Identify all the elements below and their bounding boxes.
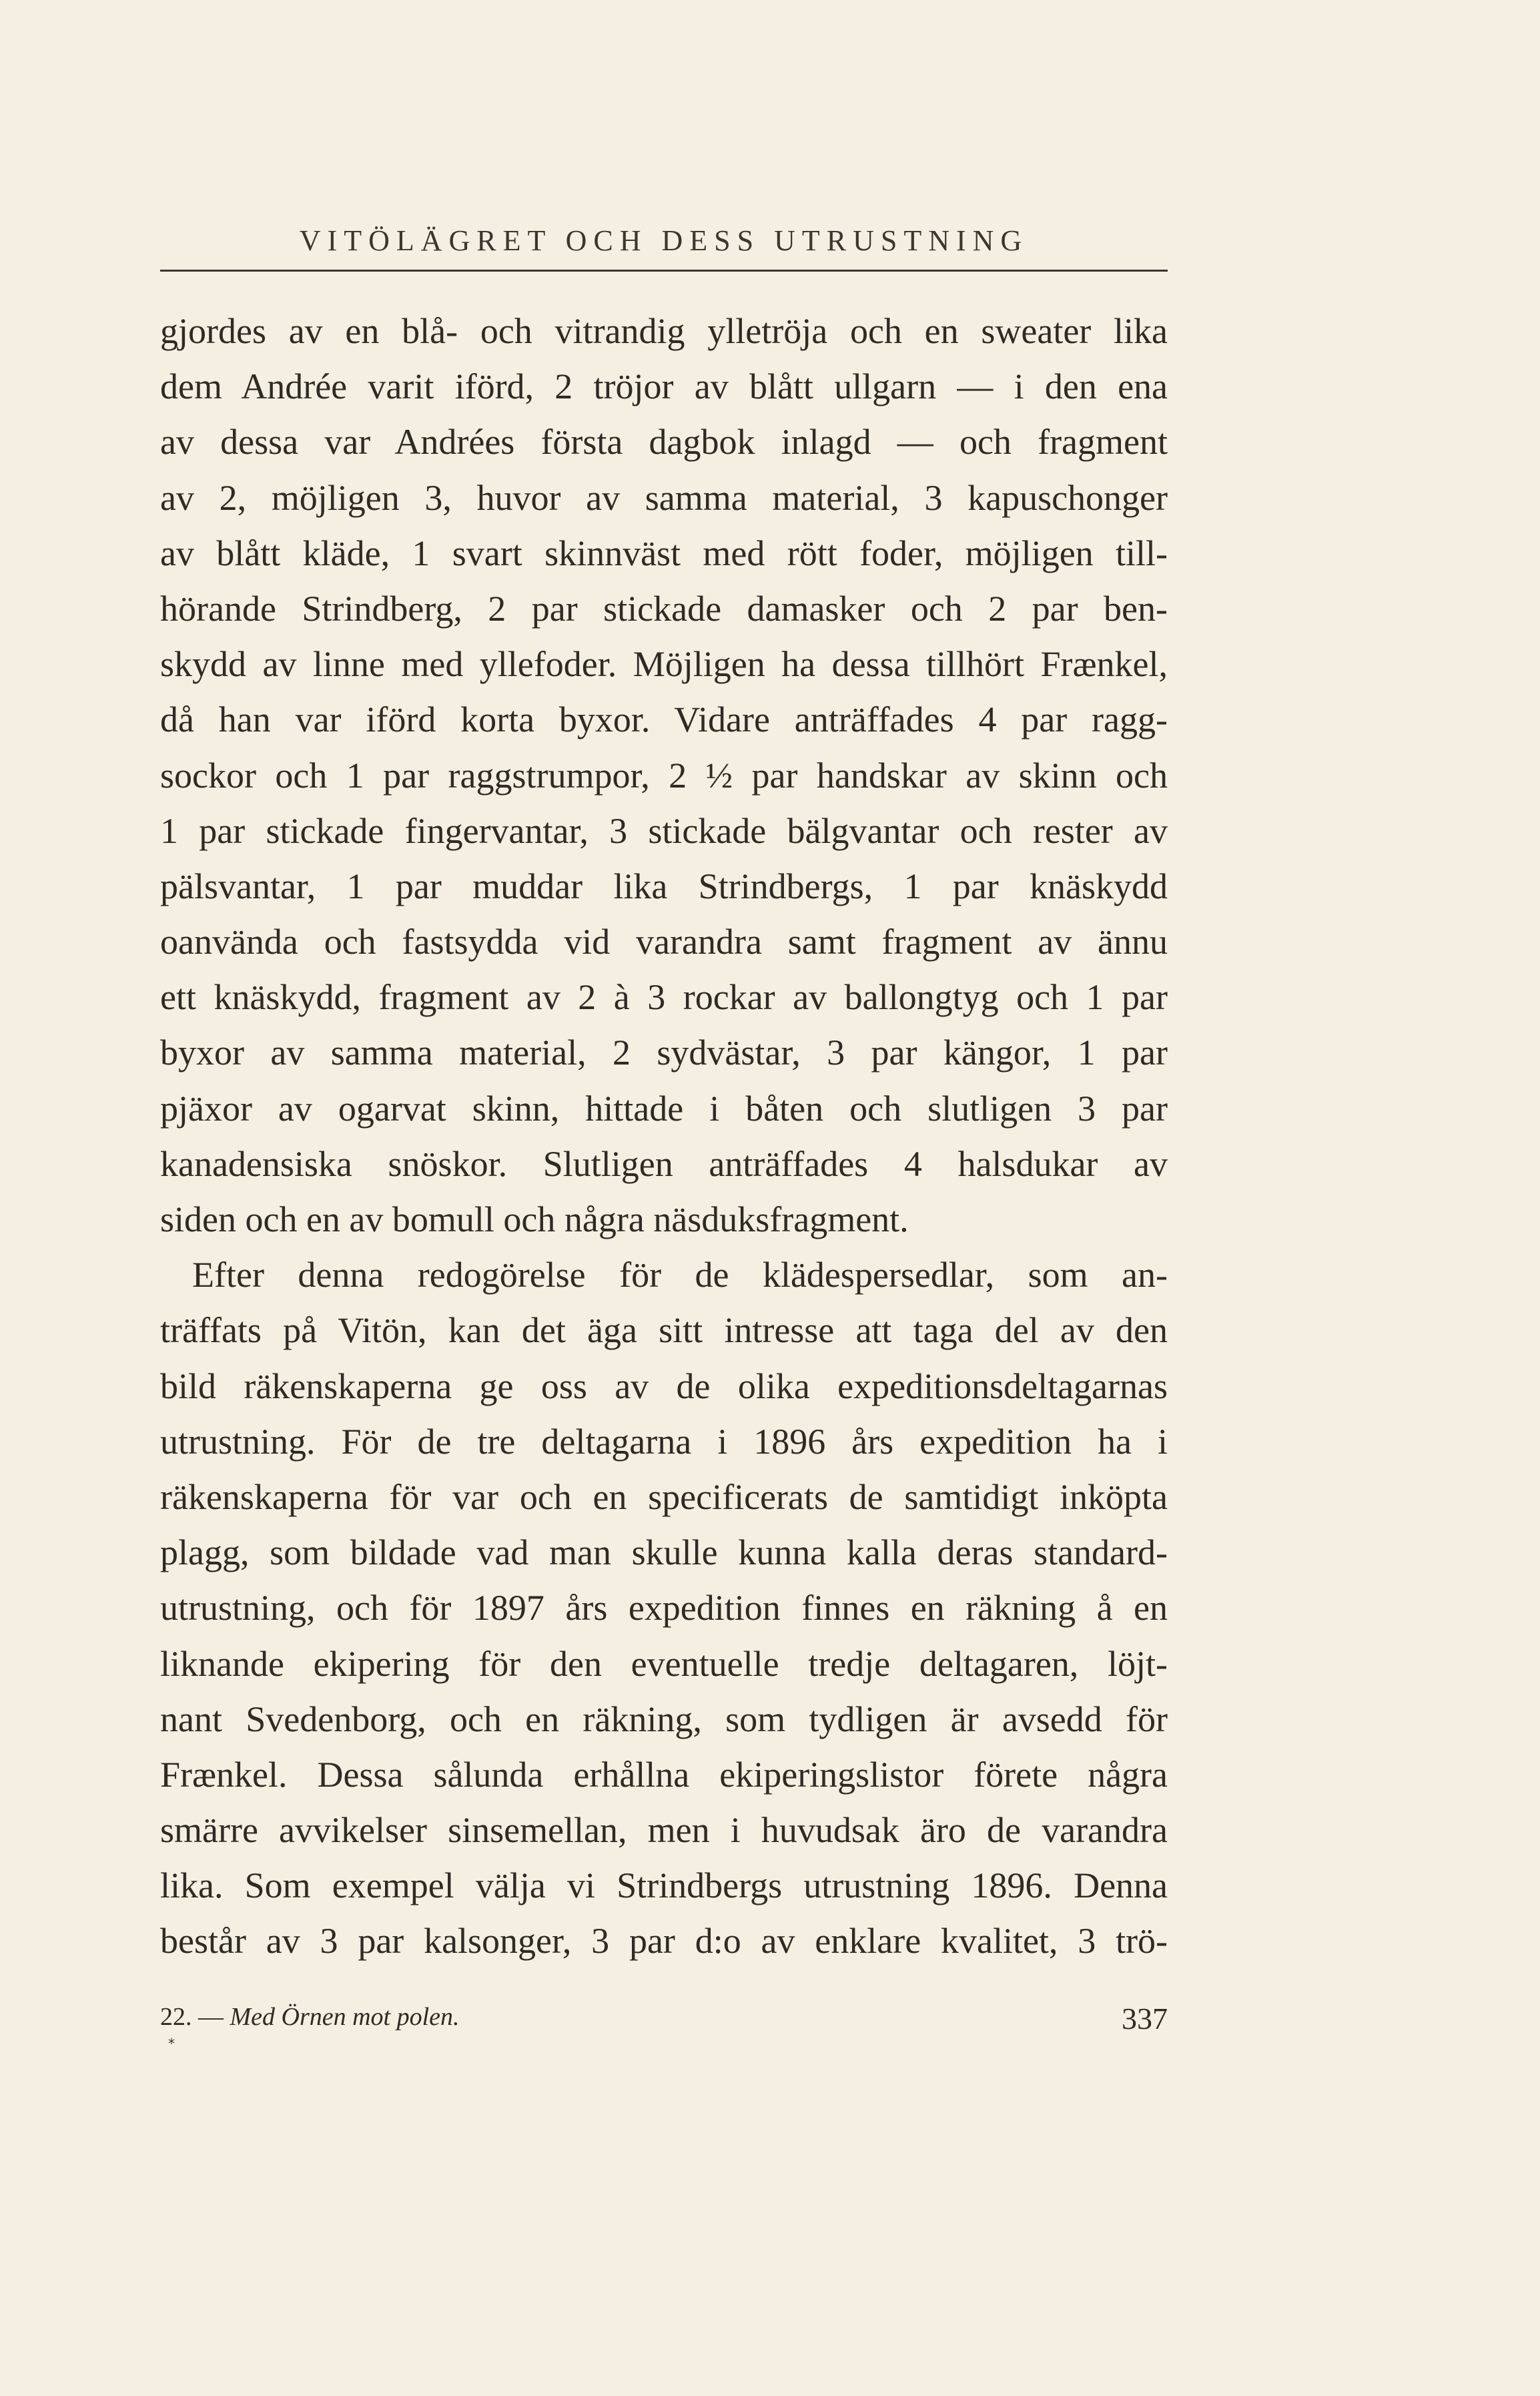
header-rule [160, 270, 1168, 272]
text-line: Efter denna redogörelse för de klädespersedlar, som an- [192, 1255, 1168, 1295]
text-line: oanvända och fastsydda vid varandra samt fragment av ännu [160, 922, 1168, 962]
text-line: gjordes av en blå- och vitrandig ylletröja och en sweater lika [160, 311, 1168, 351]
page-number: 337 [1122, 2002, 1168, 2036]
signature-line [160, 2002, 460, 2032]
text-line: bild räkenskaperna ge oss av de olika expeditionsdeltagarnas [160, 1366, 1168, 1406]
text-line: liknande ekipering för den eventuelle tredje deltagaren, löjt- [160, 1643, 1168, 1684]
text-line: utrustning. För de tre deltagarna i 1896 års expedition ha i [160, 1421, 1168, 1462]
signature-title: Med Örnen mot polen. [230, 2003, 460, 2031]
text-line: av dessa var Andrées första dagbok inlagd — och fragment [160, 422, 1168, 463]
text-line: 1 par stickade fingervantar, 3 stickade bälgvantar och rester av [160, 810, 1168, 851]
text-line: träffats på Vitön, kan det äga sitt intresse att taga del av den [160, 1310, 1168, 1351]
text-line: dem Andrée varit iförd, 2 tröjor av blått ullgarn — i den ena [160, 366, 1168, 407]
text-line: består av 3 par kalsonger, 3 par d:o av enklare kvalitet, 3 trö- [160, 1921, 1168, 1962]
text-line: kanadensiska snöskor. Slutligen anträffades 4 halsdukar av [160, 1143, 1168, 1184]
text-line: siden och en av bomull och några näsduksfragment. [160, 1199, 909, 1239]
text-line: skydd av linne med yllefoder. Möjligen ha dessa tillhört Frænkel, [160, 644, 1168, 685]
text-line: då han var iförd korta byxor. Vidare anträffades 4 par ragg- [160, 699, 1168, 740]
signature-number: 22. — [160, 2003, 224, 2031]
text-line: utrustning, och för 1897 års expedition finnes en räkning å en [160, 1588, 1168, 1628]
signature-mark: * [168, 2036, 175, 2052]
text-line: Frænkel. Dessa sålunda erhållna ekiperingslistor förete några [160, 1754, 1168, 1795]
text-line: lika. Som exempel välja vi Strindbergs utrustning 1896. Denna [160, 1865, 1168, 1906]
text-line: räkenskaperna för var och en specificerats de samtidigt inköpta [160, 1476, 1168, 1517]
text-line: byxor av samma material, 2 sydvästar, 3 par kängor, 1 par [160, 1032, 1168, 1073]
text-line: pjäxor av ogarvat skinn, hittade i båten och slutligen 3 par [160, 1088, 1168, 1129]
text-line: av 2, möjligen 3, huvor av samma material, 3 kapuschonger [160, 477, 1168, 518]
body-text [160, 304, 1168, 1970]
running-head: VITÖLÄGRET OCH DESS UTRUSTNING [299, 224, 1029, 257]
text-line: smärre avvikelser sinsemellan, men i huvudsak äro de varandra [160, 1810, 1168, 1851]
text-line: nant Svedenborg, och en räkning, som tydligen är avsedd för [160, 1699, 1168, 1739]
text-line: plagg, som bildade vad man skulle kunna kalla deras standard- [160, 1532, 1168, 1573]
text-line: pälsvantar, 1 par muddar lika Strindbergs, 1 par knäskydd [160, 866, 1168, 906]
text-line: av blått kläde, 1 svart skinnväst med rött foder, möjligen till- [160, 533, 1168, 573]
text-line: sockor och 1 par raggstrumpor, 2 ½ par handskar av skinn och [160, 755, 1168, 796]
text-line: ett knäskydd, fragment av 2 à 3 rockar av ballongtyg och 1 par [160, 977, 1168, 1018]
text-line: hörande Strindberg, 2 par stickade damasker och 2 par ben- [160, 588, 1168, 629]
